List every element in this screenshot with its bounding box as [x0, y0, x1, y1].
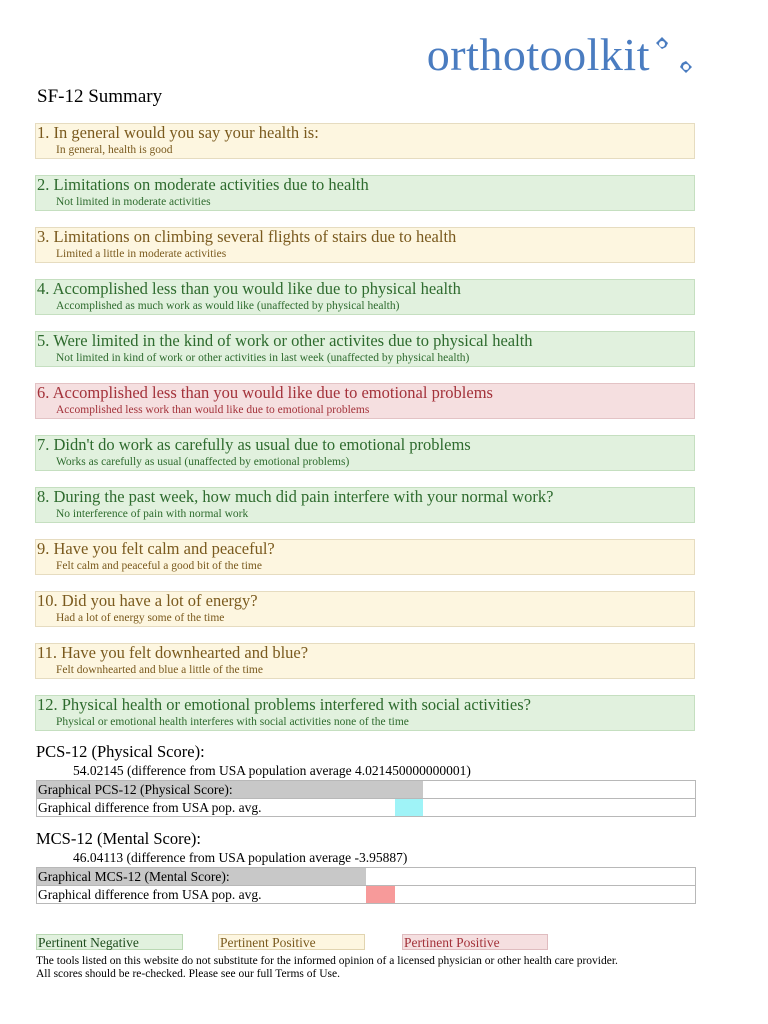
question-text: 2. Limitations on moderate activities due to health — [37, 175, 369, 194]
question-answer: Accomplished as much work as would like (unaffected by physical health) — [56, 300, 400, 312]
mcs-difference-bar — [366, 886, 394, 903]
question-answer: Physical or emotional health interferes with social activities none of the time — [56, 716, 409, 728]
question-answer: Had a lot of energy some of the time — [56, 612, 225, 624]
question-item — [35, 123, 695, 159]
logo-text: orthotoolkit — [426, 29, 650, 80]
question-text: 7. Didn't do work as carefully as usual due to emotional problems — [37, 435, 471, 454]
mcs-graph — [36, 867, 696, 904]
pcs-diff-row — [37, 799, 695, 816]
mcs-summary: 46.04113 (difference from USA population average -3.95887) — [73, 850, 408, 865]
question-text: 11. Have you felt downhearted and blue? — [37, 643, 309, 662]
mcs-section — [36, 829, 696, 904]
disclaimer-line-2: All scores should be re-checked. Please see our full Terms of Use. — [36, 968, 340, 980]
pcs-score-row — [37, 781, 695, 799]
question-item — [35, 383, 695, 419]
question-answer: No interference of pain with normal work — [56, 508, 249, 520]
question-item — [35, 539, 695, 575]
question-text: 1. In general would you say your health is: — [37, 123, 319, 142]
question-answer: Works as carefully as usual (unaffected by emotional problems) — [56, 456, 350, 468]
mcs-graph-label: Graphical MCS-12 (Mental Score): — [38, 869, 230, 884]
question-item — [35, 643, 695, 679]
question-answer: Felt calm and peaceful a good bit of the time — [56, 560, 262, 572]
question-text: 9. Have you felt calm and peaceful? — [37, 539, 275, 558]
question-answer: Felt downhearted and blue a little of the time — [56, 664, 263, 676]
question-text: 8. During the past week, how much did pain interfere with your normal work? — [37, 487, 554, 506]
pcs-title: PCS-12 (Physical Score): — [36, 742, 205, 761]
page-title: SF-12 Summary — [37, 86, 163, 107]
question-item — [35, 591, 695, 627]
pcs-difference-bar — [395, 799, 424, 816]
question-text: 6. Accomplished less than you would like due to emotional problems — [37, 383, 493, 402]
question-text: 4. Accomplished less than you would like due to physical health — [37, 279, 461, 298]
legend — [36, 934, 736, 952]
legend-pertinent-positive-yellow: Pertinent Positive — [218, 934, 365, 950]
mcs-diff-label: Graphical difference from USA pop. avg. — [38, 887, 262, 902]
question-item — [35, 279, 695, 315]
legend-pertinent-positive-red: Pertinent Positive — [402, 934, 548, 950]
disclaimer — [36, 955, 736, 981]
pcs-summary: 54.02145 (difference from USA population average 4.021450000000001) — [73, 763, 471, 778]
mcs-diff-row — [37, 886, 695, 903]
question-item — [35, 331, 695, 367]
question-text: 5. Were limited in the kind of work or other activites due to physical health — [37, 331, 533, 350]
question-answer: In general, health is good — [56, 144, 173, 156]
question-text: 12. Physical health or emotional problems interfered with social activities? — [37, 695, 531, 714]
pcs-section — [36, 742, 696, 817]
question-text: 10. Did you have a lot of energy? — [37, 591, 258, 610]
question-answer: Not limited in moderate activities — [56, 196, 211, 208]
pcs-diff-label: Graphical difference from USA pop. avg. — [38, 800, 262, 815]
question-item — [35, 487, 695, 523]
question-item — [35, 435, 695, 471]
wrench-icon — [652, 35, 696, 75]
question-text: 3. Limitations on climbing several flights of stairs due to health — [37, 227, 457, 246]
orthotoolkit-logo[interactable] — [427, 28, 696, 81]
question-item — [35, 227, 695, 263]
question-answer: Limited a little in moderate activities — [56, 248, 227, 260]
question-list — [35, 123, 695, 747]
question-item — [35, 695, 695, 731]
mcs-score-row — [37, 868, 695, 886]
question-item — [35, 175, 695, 211]
question-answer: Accomplished less work than would like due to emotional problems — [56, 404, 370, 416]
legend-pertinent-negative: Pertinent Negative — [36, 934, 183, 950]
pcs-graph — [36, 780, 696, 817]
mcs-title: MCS-12 (Mental Score): — [36, 829, 201, 848]
pcs-graph-label: Graphical PCS-12 (Physical Score): — [38, 782, 233, 797]
question-answer: Not limited in kind of work or other activities in last week (unaffected by physical health) — [56, 352, 470, 364]
disclaimer-line-1: The tools listed on this website do not substitute for the informed opinion of a licensed physician or other health care provider. — [36, 955, 618, 967]
